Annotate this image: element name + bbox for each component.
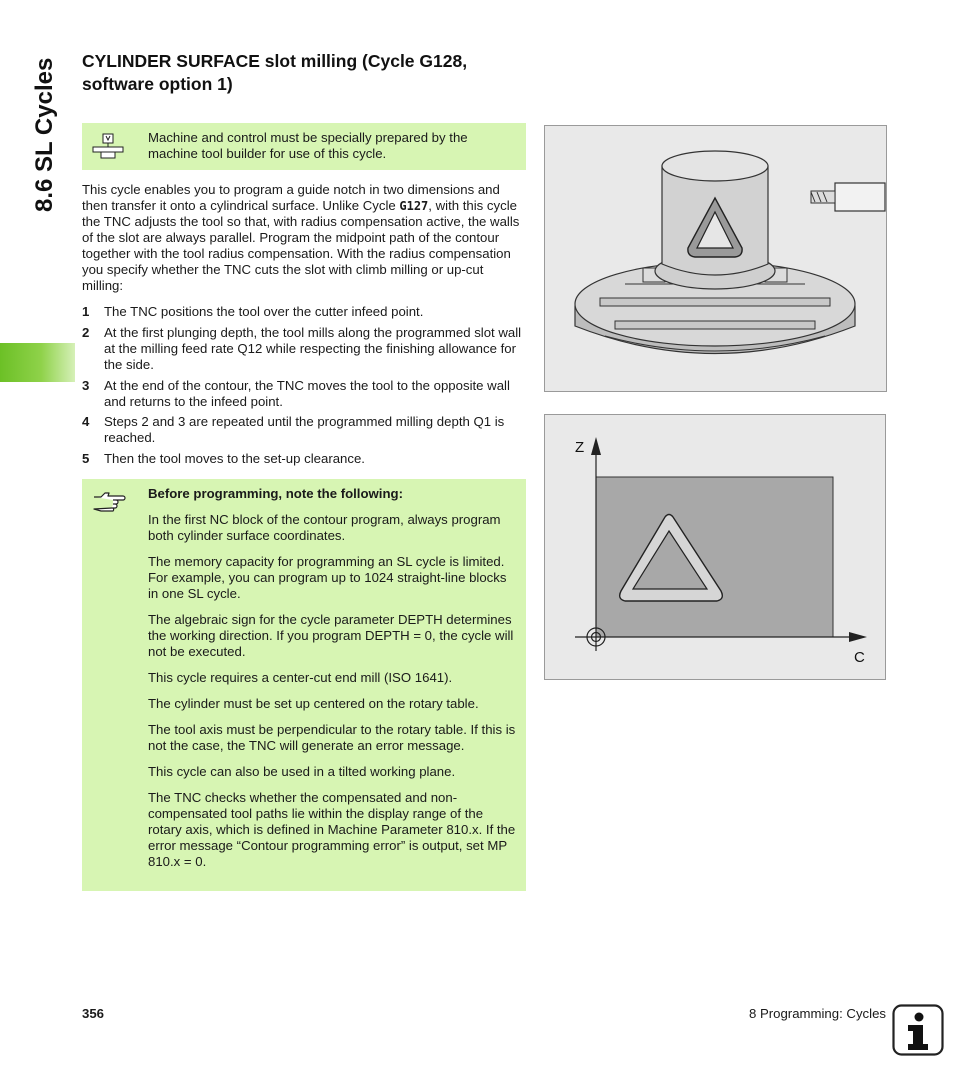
programming-note-paragraph: The TNC checks whether the compensated and non-compensated tool paths lie within the display range of the rotary axis, which is defined in Machine Parameter 810.x. If the error message “Contour programming error” is output, set MP 810.x = 0. bbox=[148, 790, 516, 869]
step-text: At the end of the contour, the TNC moves the tool to the opposite wall and returns to the infeed point. bbox=[104, 378, 510, 409]
side-chapter-title-text: 8.6 SL Cycles bbox=[31, 57, 58, 212]
programming-note-paragraph: This cycle requires a center-cut end mill (ISO 1641). bbox=[148, 670, 453, 685]
step-text: Then the tool moves to the set-up clearance. bbox=[104, 451, 365, 466]
machine-note-text: Machine and control must be specially prepared by the machine tool builder for use of this cycle. bbox=[148, 130, 468, 161]
step-number: 1 bbox=[82, 304, 90, 319]
programming-note-title: Before programming, note the following: bbox=[148, 486, 403, 501]
intro-text-before: This cycle enables you to program a guide notch in two dimensions and then transfer it onto a cylindrical surface. Unlike Cycle bbox=[82, 182, 500, 213]
chapter-tab-marker bbox=[0, 343, 75, 382]
step-number: 4 bbox=[82, 414, 90, 429]
machine-note-box bbox=[82, 123, 526, 170]
programming-note-paragraph: The algebraic sign for the cycle parameter DEPTH determines the working direction. If you program DEPTH = 0, the cycle will not be executed. bbox=[148, 612, 514, 659]
programming-note-paragraph: The cylinder must be set up centered on the rotary table. bbox=[148, 696, 479, 711]
info-icon bbox=[892, 1004, 944, 1056]
c-axis-label: C bbox=[854, 649, 865, 666]
programming-note-body bbox=[148, 486, 520, 880]
intro-text-after: , with this cycle the TNC adjusts the tool so that, with radius compensation active, the walls of the slot are always parallel. Program the midpoint path of the contour together with the tool radius compensation. With the radius compensation you specify whether the TNC cuts the slot with climb milling or up-cut milling: bbox=[82, 198, 520, 293]
cycle-code: G127 bbox=[399, 199, 429, 213]
step-number: 2 bbox=[82, 325, 90, 340]
step-text: The TNC positions the tool over the cutter infeed point. bbox=[104, 304, 424, 319]
pointing-hand-icon bbox=[91, 488, 127, 519]
programming-note-paragraph: The tool axis must be perpendicular to the rotary table. If this is not the case, the TNC will generate an error message. bbox=[148, 722, 516, 753]
info-button[interactable] bbox=[892, 1004, 944, 1061]
machine-tool-icon bbox=[91, 132, 127, 165]
programming-note-paragraph: In the first NC block of the contour program, always program both cylinder surface coordinates. bbox=[148, 512, 501, 543]
section-heading: CYLINDER SURFACE slot milling (Cycle G128, software option 1) bbox=[82, 51, 468, 94]
step-text: At the first plunging depth, the tool mills along the programmed slot wall at the milling feed rate Q12 while respecting the finishing allowance for the side. bbox=[104, 325, 522, 372]
step-number: 5 bbox=[82, 451, 90, 466]
programming-note-paragraph: The memory capacity for programming an SL cycle is limited. For example, you can program up to 1024 straight-line blocks in one SL cycle. bbox=[148, 554, 507, 601]
intro-paragraph bbox=[82, 182, 526, 294]
z-axis-label: Z bbox=[575, 439, 585, 456]
programming-note-box bbox=[82, 479, 526, 891]
page-number: 356 bbox=[82, 1006, 105, 1021]
contour-diagram bbox=[544, 414, 886, 680]
side-chapter-title bbox=[18, 50, 62, 220]
programming-note-paragraph: This cycle can also be used in a tilted working plane. bbox=[148, 764, 456, 779]
step-number: 3 bbox=[82, 378, 90, 393]
cylinder-illustration bbox=[544, 125, 887, 392]
step-text: Steps 2 and 3 are repeated until the programmed milling depth Q1 is reached. bbox=[104, 414, 505, 445]
footer-chapter: 8 Programming: Cycles bbox=[748, 1006, 886, 1021]
